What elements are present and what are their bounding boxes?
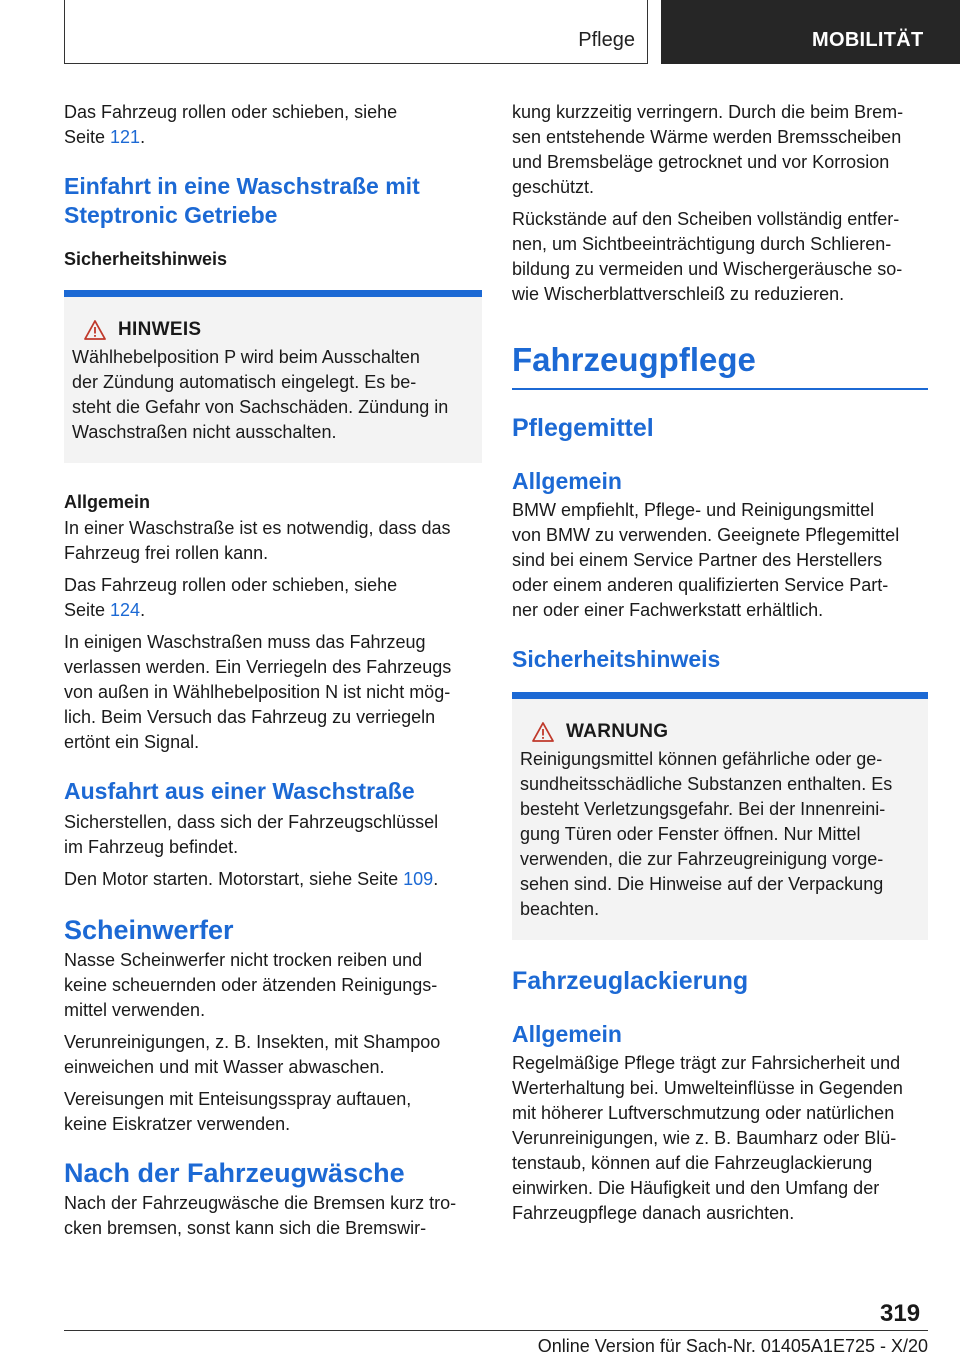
paragraph: BMW empfiehlt, Pflege- und Reinigungsmittel von BMW zu verwenden. Geeignete Pflegemittel sind bei einem Service Partner des Herstellers oder einem anderen qualifizierten Service Part‐ ner oder einer Fachwerkstatt erhältlich. [512,500,900,620]
paragraph: Nach der Fahrzeugwäsche die Bremsen kurz tro‐ cken bremsen, sonst kann sich die Bremswir‐ [64,1193,457,1238]
left-column [64,100,482,1241]
warning-text: Reinigungsmittel können gefährliche oder ge‐ sundheitsschädliche Substanzen enthalten. Es besteht Verletzungsgefahr. Bei der Innenreini‐ gung Türen oder Fenster öffnen. Nur Mittel verwenden, die zur Fahrzeugreinigung vorge‐ sehen sind. Die Hinweise auf der Verpackung beachten. [520,749,893,919]
paragraph: Vereisungen mit Enteisungsspray auftauen, keine Eiskratzer verwenden. [64,1089,412,1134]
warning-triangle-icon [84,320,106,340]
page-link[interactable]: 109 [403,869,434,889]
page-link[interactable]: 121 [110,127,141,147]
heading-allgemein: Allgemein [64,492,151,512]
paragraph: Nasse Scheinwerfer nicht trocken reiben und keine scheuernden oder ätzenden Reinigungs‐ mittel verwenden. [64,950,438,1020]
paragraph: Regelmäßige Pflege trägt zur Fahrsicherheit und Werterhaltung bei. Umwelteinflüsse in Gegenden mit höherer Luftverschmutzung oder natürlichen Verunreinigungen, wie z. B. Baumharz oder Blü‐ tenstaub, können auf die Fahrzeuglackierung einwirken. Die Häufigkeit und den Umfang der Fahrzeugpflege danach ausrichten. [512,1053,903,1223]
warning-title: WARNUNG [566,721,669,742]
paragraph: Den Motor starten. Motorstart, siehe Seite 109. [64,869,439,889]
page-link[interactable]: 124 [110,600,141,620]
heading-fahrzeuglackierung: Fahrzeuglackierung [512,967,749,995]
paragraph: Rückstände auf den Scheiben vollständig entfer‐ nen, um Sichtbeeinträchtigung durch Schlieren‐ bildung zu vermeiden und Wischergeräusche so‐ wie Wischerblattverschleiß zu reduzieren. [512,209,903,304]
page-number: 319 [880,1300,921,1327]
heading-scheinwerfer: Scheinwerfer [64,915,234,945]
paragraph: Das Fahrzeug rollen oder schieben, siehe Seite 124. [64,575,398,620]
warning-box [512,692,928,940]
header-chapter-tab[interactable]: MOBILITÄT [661,0,960,64]
heading-fahrzeugpflege: Fahrzeugpflege [512,341,756,378]
heading-sicherheitshinweis: Sicherheitshinweis [64,249,228,269]
heading-allgemein: Allgemein [512,1021,622,1047]
heading-sicherheitshinweis: Sicherheitshinweis [512,646,721,672]
right-column [512,100,928,1226]
notice-box [64,290,482,463]
paragraph: In einigen Waschstraßen muss das Fahrzeug verlassen werden. Ein Verriegeln des Fahrzeugs von außen in Wählhebelposition N ist nicht mög‐ lich. Beim Versuch das Fahrzeug zu verriegeln ertönt ein Signal. [64,632,452,752]
paragraph: Sicherstellen, dass sich der Fahrzeugschlüssel im Fahrzeug befindet. [64,812,439,857]
notice-title: HINWEIS [118,319,202,340]
heading-einfahrt: Einfahrt in eine Waschstraße mit Steptronic Getriebe [64,173,420,228]
footer-divider [64,1330,928,1331]
paragraph: Verunreinigungen, z. B. Insekten, mit Shampoo einweichen und mit Wasser abwaschen. [64,1032,441,1077]
heading-pflegemittel: Pflegemittel [512,414,654,442]
paragraph: Das Fahrzeug rollen oder schieben, siehe Seite 121. [64,102,398,147]
header-frame [64,0,648,64]
heading-allgemein: Allgemein [512,468,622,494]
heading-ausfahrt: Ausfahrt aus einer Waschstraße [64,778,415,804]
heading-nach-waesche: Nach der Fahrzeugwäsche [64,1158,405,1188]
footer-online-version: Online Version für Sach-Nr. 01405A1E725 - X/20 [537,1336,928,1356]
paragraph: In einer Waschstraße ist es notwendig, dass das Fahrzeug frei rollen kann. [64,518,451,563]
warning-triangle-icon [532,722,554,742]
notice-text: Wählhebelposition P wird beim Ausschalten der Zündung automatisch eingelegt. Es be‐ steht die Gefahr von Sachschäden. Zündung in Waschstraßen nicht ausschalten. [72,347,449,442]
paragraph: kung kurzzeitig verringern. Durch die beim Brem‐ sen entstehende Wärme werden Bremsscheiben und Bremsbeläge getrocknet und vor Korrosion geschützt. [512,102,904,197]
header-section-title: Pflege [578,29,635,51]
